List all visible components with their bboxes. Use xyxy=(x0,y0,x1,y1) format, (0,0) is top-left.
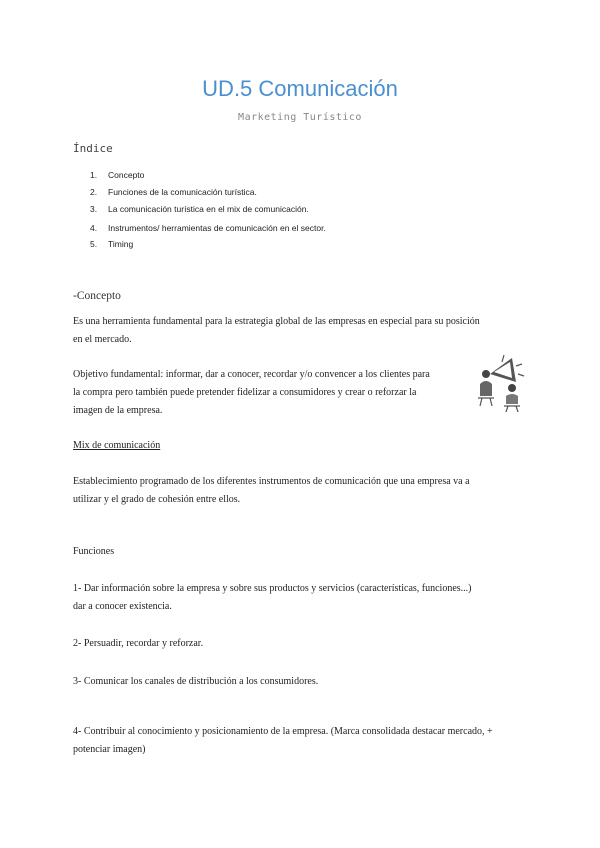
funcion-item-3: 3- Comunicar los canales de distribución a los consumidores. xyxy=(73,676,319,687)
mix-heading: Mix de comunicación xyxy=(73,440,161,451)
funcion-item-4: 4- Contribuir al conocimiento y posicionamiento de la empresa. (Marca consolidada destacar mercado, + potenciar imagen) xyxy=(73,726,493,755)
page-title: UD.5 Comunicación xyxy=(202,76,398,101)
page-subtitle: Marketing Turístico xyxy=(238,112,362,123)
concepto-paragraph-2: Objetivo fundamental: informar, dar a conocer, recordar y/o convencer a los clientes para la compra pero también puede pretender fidelizar a consumidores y crear o reforzar la imagen de la empresa. xyxy=(73,369,430,416)
toc-item: 3. La comunicación turística en el mix de comunicación. xyxy=(90,204,309,214)
concepto-heading: -Concepto xyxy=(73,290,121,302)
funcion-item-1: 1- Dar información sobre la empresa y sobre sus productos y servicios (características, funciones...) dar a conocer existencia. xyxy=(73,583,472,612)
concepto-paragraph-1: Es una herramienta fundamental para la estrategia global de las empresas en especial para su posición en el mercado. xyxy=(73,316,480,345)
megaphone-people-icon xyxy=(472,352,528,412)
funciones-heading: Funciones xyxy=(73,546,115,557)
toc-item: 5. Timing xyxy=(90,239,134,249)
funcion-item-2: 2- Persuadir, recordar y reforzar. xyxy=(73,638,204,649)
toc-item: 4. Instrumentos/ herramientas de comunicación en el sector. xyxy=(90,223,326,233)
indice-heading: Índice xyxy=(73,142,113,155)
toc-item: 2. Funciones de la comunicación turística. xyxy=(90,187,257,197)
toc-item: 1. Concepto xyxy=(90,170,145,180)
mix-paragraph: Establecimiento programado de los diferentes instrumentos de comunicación que una empresa va a utilizar y el grado de cohesión entre ellos. xyxy=(73,476,470,505)
